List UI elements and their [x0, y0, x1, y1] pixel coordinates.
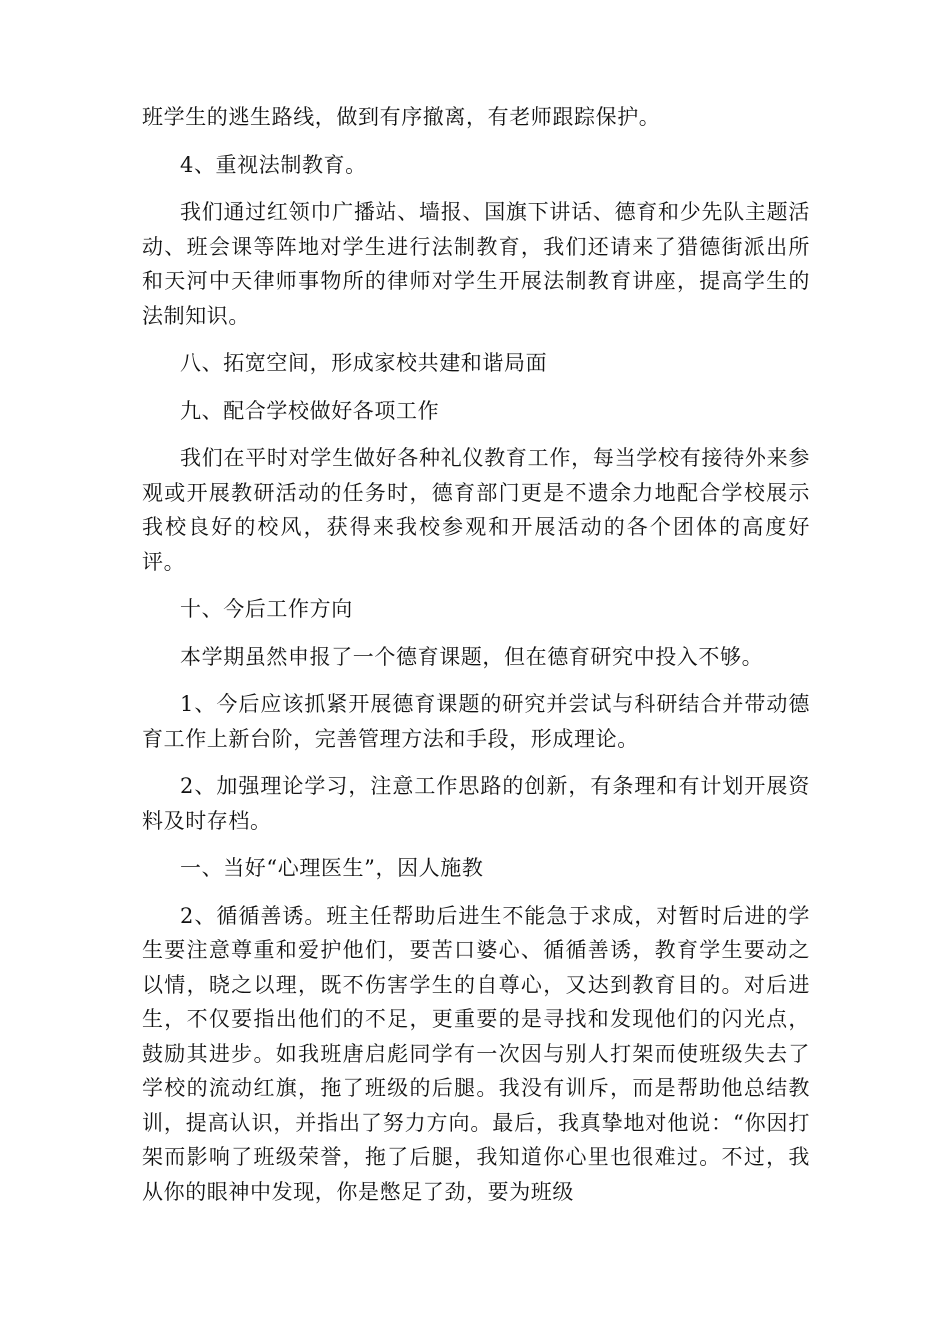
paragraph-patient-guidance: 2、循循善诱。班主任帮助后进生不能急于求成，对暂时后进的学生要注意尊重和爱护他们，要苦口婆心、循循善诱，教育学生要动之以情，晓之以理，既不伤害学生的自尊心，又达到教育目的。对后进生，不仅要指出他们的不足，更重要的是寻找和发现他们的闪光点，鼓励其进步。如我班唐启彪同学有一次因与别人打架而使班级失去了学校的流动红旗，拖了班级的后腿。我没有训斥，而是帮助他总结教训，提高认识，并指出了努力方向。最后，我真挚地对他说：“你因打架而影响了班级荣誉，拖了后腿，我知道你心里也很难过。不过，我从你的眼神中发现，你是憋足了劲，要为班级 — [142, 903, 810, 1204]
paragraph-future-point-two: 2、加强理论学习，注意工作思路的创新，有条理和有计划开展资料及时存档。 — [142, 774, 810, 833]
paragraph-escape-route: 班学生的逃生路线，做到有序撤离，有老师跟踪保护。 — [142, 105, 661, 129]
heading-section-one: 一、当好“心理医生”，因人施教 — [180, 856, 484, 880]
paragraph-future-point-one: 1、今后应该抓紧开展德育课题的研究并尝试与科研结合并带动德育工作上新台阶，完善管理方法和手段，形成理论。 — [142, 692, 810, 751]
paragraph-etiquette-education: 我们在平时对学生做好各种礼仪教育工作，每当学校有接待外来参观或开展教研活动的任务时，德育部门更是不遗余力地配合学校展示我校良好的校风，获得来我校参观和开展活动的各个团体的高度好评。 — [142, 446, 810, 574]
paragraph-research-project: 本学期虽然申报了一个德育课题，但在德育研究中投入不够。 — [180, 644, 764, 669]
paragraph-legal-education: 我们通过红领巾广播站、墙报、国旗下讲话、德育和少先队主题活动、班会课等阵地对学生进行法制教育，我们还请来了猎德街派出所和天河中天律师事物所的律师对学生开展法制教育讲座，提高学生的法制知识。 — [142, 200, 810, 328]
document-body — [142, 100, 810, 1222]
heading-section-eight: 八、拓宽空间，形成家校共建和谐局面 — [180, 351, 548, 375]
heading-section-nine: 九、配合学校做好各项工作 — [180, 398, 440, 423]
heading-legal-education: 4、重视法制教育。 — [180, 152, 367, 177]
heading-section-ten: 十、今后工作方向 — [180, 597, 353, 621]
